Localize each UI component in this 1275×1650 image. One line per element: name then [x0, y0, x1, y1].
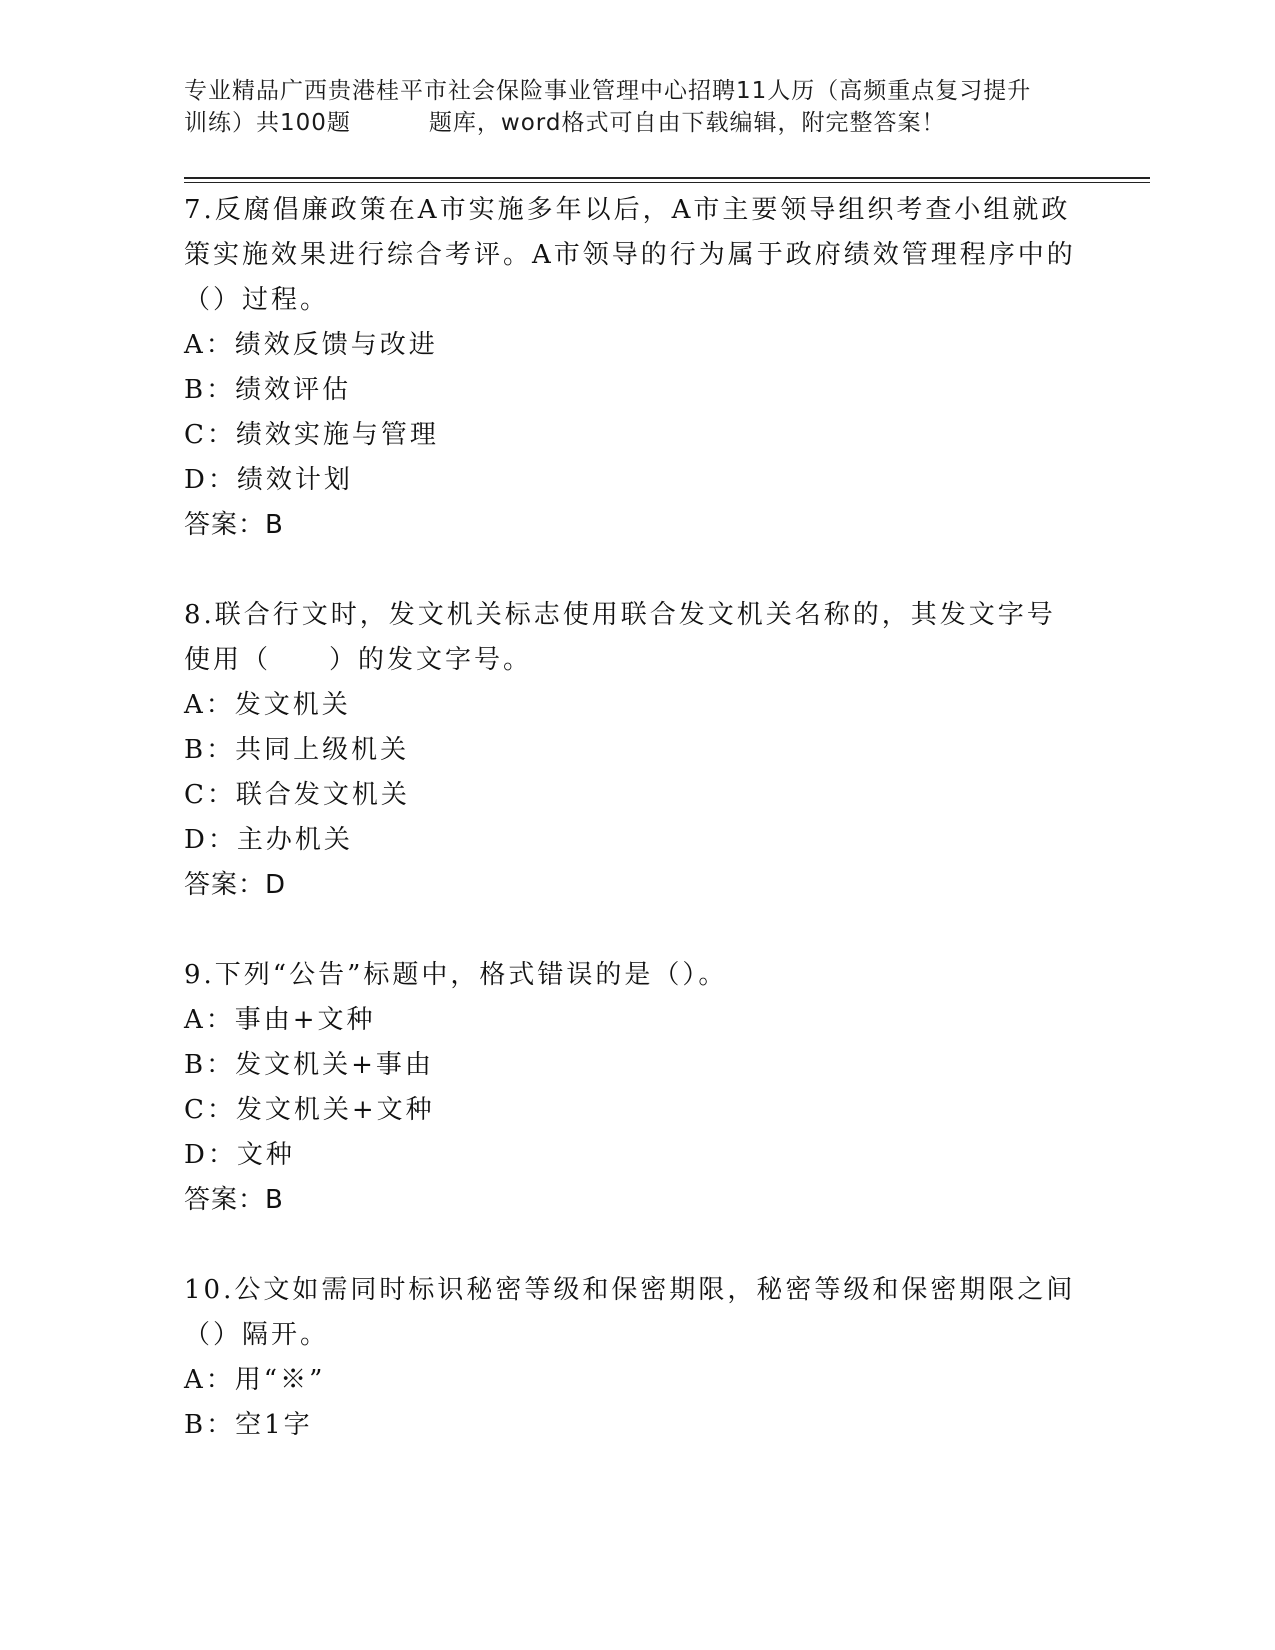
question-9-text-line-1: 9.下列“公告”标题中，格式错误的是（）。: [184, 960, 728, 990]
question-8: [184, 593, 1084, 908]
question-10-option-b: B：空1字: [184, 1410, 313, 1440]
header-title-line-2: [184, 107, 1074, 139]
question-spacer: [184, 548, 1084, 593]
header-title-line-1: 专业精品广西贵港桂平市社会保险事业管理中心招聘11人历（高频重点复习提升: [184, 78, 1032, 104]
question-10: [184, 1268, 1084, 1448]
question-8-text-line-2: 使用（ ）的发文字号。: [184, 645, 533, 675]
header-title-part-2: 题库，word格式可自由下载编辑，附完整答案！: [428, 110, 946, 136]
question-9-option-b: B：发文机关+事由: [184, 1050, 434, 1080]
question-7-text-line-1: 7.反腐倡廉政策在A市实施多年以后，A市主要领导组织考查小组就政: [184, 195, 1071, 225]
question-8-text-line-1: 8.联合行文时，发文机关标志使用联合发文机关名称的，其发文字号: [184, 600, 1056, 630]
question-9-option-a: A：事由+文种: [184, 1005, 376, 1035]
question-8-answer: 答案：D: [184, 870, 287, 900]
question-8-option-a: A：发文机关: [184, 690, 351, 720]
question-9-option-c: C：发文机关+文种: [184, 1095, 435, 1125]
question-spacer: [184, 908, 1084, 953]
question-7-text-line-2: 策实施效果进行综合考评。A市领导的行为属于政府绩效管理程序中的: [184, 240, 1076, 270]
header-divider-thick: [184, 177, 1150, 179]
question-9: [184, 953, 1084, 1223]
question-8-option-d: D：主办机关: [184, 825, 353, 855]
question-7-answer: 答案：B: [184, 510, 284, 540]
question-7-text-line-3: （）过程。: [184, 285, 330, 315]
question-8-option-c: C：联合发文机关: [184, 780, 410, 810]
question-7-option-c: C：绩效实施与管理: [184, 420, 439, 450]
question-7-option-b: B：绩效评估: [184, 375, 352, 405]
question-8-option-b: B：共同上级机关: [184, 735, 410, 765]
question-10-text-line-1: 10.公文如需同时标识秘密等级和保密期限，秘密等级和保密期限之间: [184, 1275, 1076, 1305]
question-10-text-line-2: （）隔开。: [184, 1320, 330, 1350]
header-divider-thin: [184, 182, 1150, 183]
question-7: [184, 188, 1084, 548]
header-title-part-1: 训练）共100题: [184, 110, 351, 136]
question-list: [184, 188, 1084, 1448]
page-header: [184, 75, 1074, 139]
question-spacer: [184, 1223, 1084, 1268]
question-7-option-a: A：绩效反馈与改进: [184, 330, 438, 360]
question-10-option-a: A：用“※”: [184, 1365, 326, 1395]
question-9-option-d: D：文种: [184, 1140, 295, 1170]
question-9-answer: 答案：B: [184, 1185, 284, 1215]
question-7-option-d: D：绩效计划: [184, 465, 353, 495]
